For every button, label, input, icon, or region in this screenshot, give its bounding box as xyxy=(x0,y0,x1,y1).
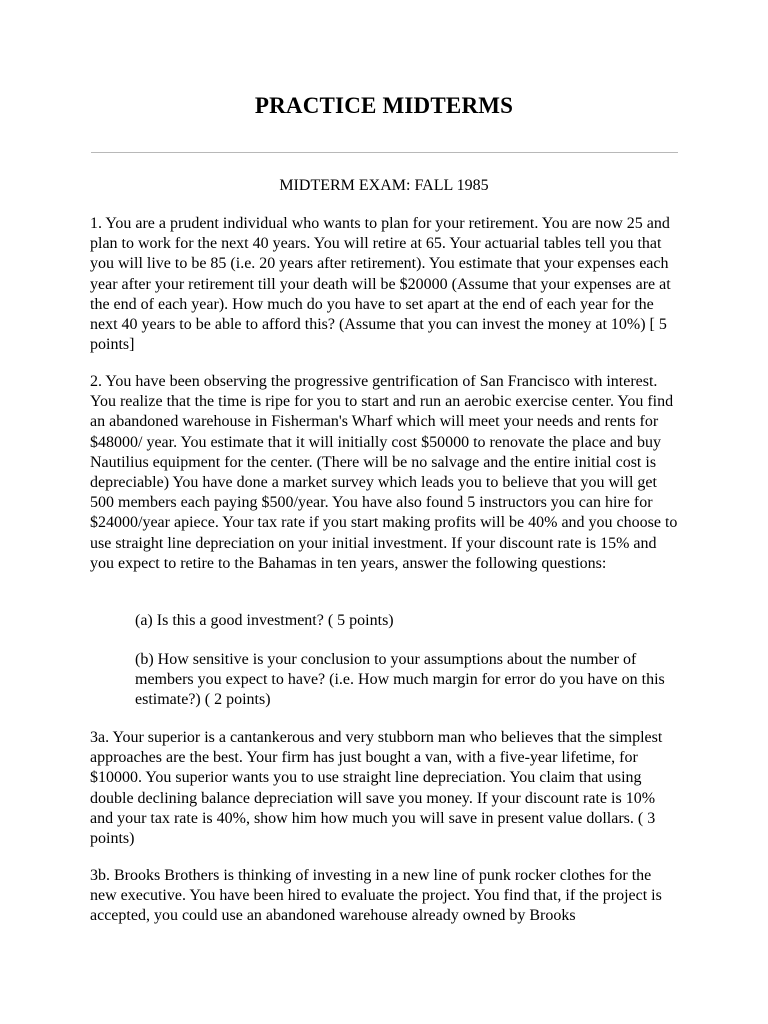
question-2b-paragraph: (b) How sensitive is your conclusion to your assumptions about the number of members you expect to have? (i.e. How much margin for error do you have on this estimate?) ( 2 points) xyxy=(135,651,665,709)
question-2-paragraph: 2. You have been observing the progressive gentrification of San Francisco with interest. You realize that the time is ripe for you to start and run an aerobic exercise center. You find an abandoned warehouse in Fisherman's Wharf which will meet your needs and rents for $48000/ year. You estimate that it will initially cost $50000 to renovate the place and buy Nautilius equipment for the center. (There will be no salvage and the entire initial cost is depreciable) You have done a market survey which leads you to believe that you will get 500 members each paying $500/year. You have also found 5 instructors you can hire for $24000/year apiece. Your tax rate if you start making profits will be 40% and you choose to use straight line depreciation on your initial investment. If your discount rate is 15% and you expect to retire to the Bahamas in ten years, answer the following questions: xyxy=(90,373,678,572)
question-1-paragraph: 1. You are a prudent individual who wants to plan for your retirement. You are now 25 and plan to work for the next 40 years. You will retire at 65. Your actuarial tables tell you that you will live to be 85 (i.e. 20 years after retirement). You estimate that your expenses each year after your retirement till your death will be $20000 (Assume that your expenses are at the end of each year). How much do you have to set apart at the end of each year for the next 40 years to be able to afford this? (Assume that you can invest the money at 10%) [ 5 points] xyxy=(90,215,671,354)
horizontal-divider xyxy=(91,152,678,153)
exam-subtitle: MIDTERM EXAM: FALL 1985 xyxy=(279,177,489,194)
question-2a-paragraph: (a) Is this a good investment? ( 5 points) xyxy=(135,612,394,629)
question-3b-paragraph: 3b. Brooks Brothers is thinking of investing in a new line of punk rocker clothes for the new executive. You have been hired to evaluate the project. You find that, if the project is accepted, you could use an abandoned warehouse already owned by Brooks xyxy=(90,867,662,925)
page-title: PRACTICE MIDTERMS xyxy=(254,93,514,118)
question-3a-paragraph: 3a. Your superior is a cantankerous and very stubborn man who believes that the simplest approaches are the best. Your firm has just bought a van, with a five-year lifetime, for $10000. You superior wants you to use straight line depreciation. You claim that using double declining balance depreciation will save you money. If your discount rate is 10% and your tax rate is 40%, show him how much you will save in present value dollars. ( 3 points) xyxy=(90,729,663,848)
